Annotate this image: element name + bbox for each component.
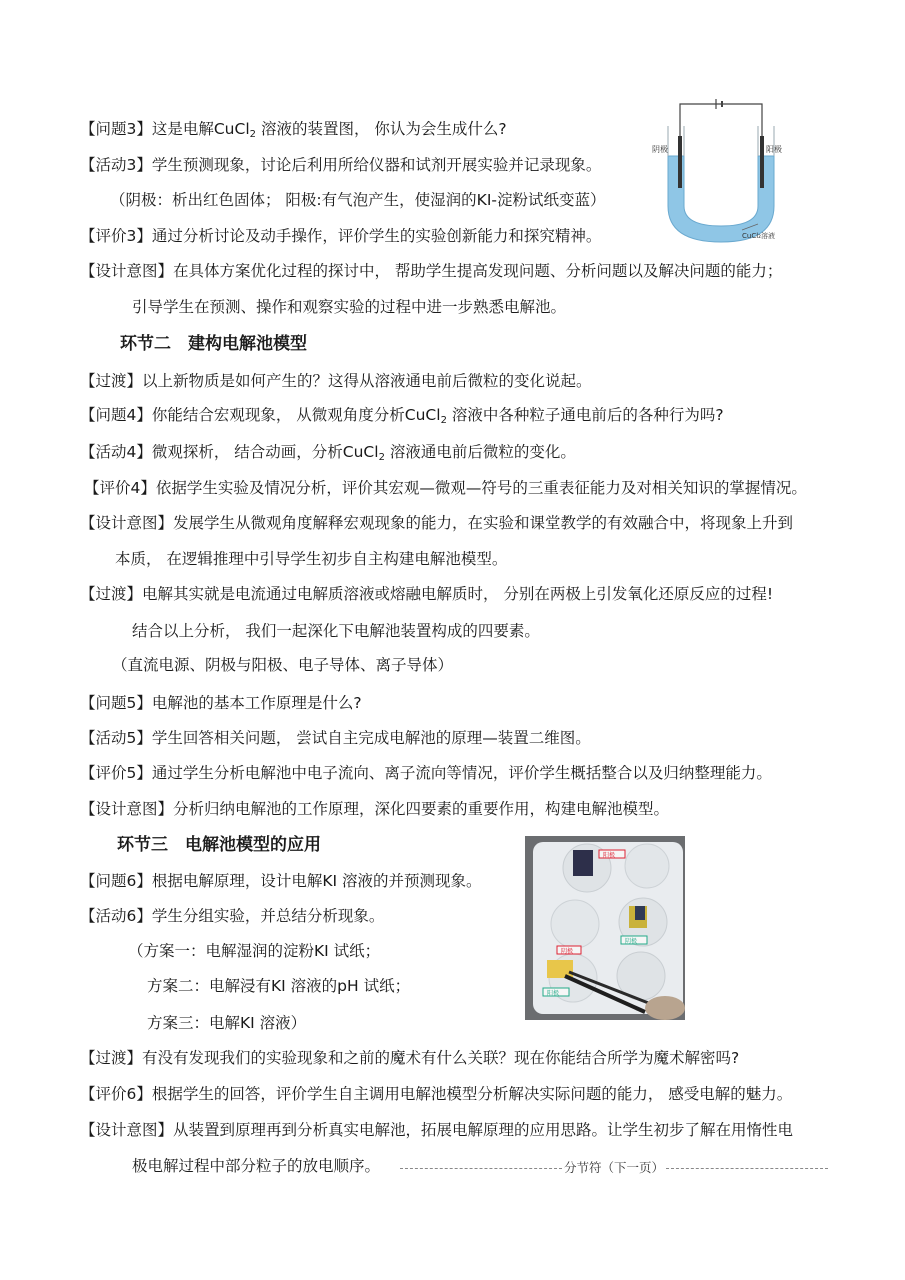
tag-label-3: 阴极 xyxy=(561,948,574,955)
spot-plate-photo xyxy=(525,836,685,1020)
design-intent-2-cont: 本质， 在逻辑推理中引导学生初步自主构建电解池模型。 xyxy=(115,550,508,568)
plan-1: （方案一：电解湿润的淀粉KI 试纸； xyxy=(128,942,381,960)
design-intent-4: 【设计意图】从装置到原理再到分析真实电解池，拓展电解原理的应用思路。让学生初步了解在用惰性电 xyxy=(80,1121,794,1139)
anode-electrode xyxy=(760,136,764,188)
transition-2: 【过渡】电解其实就是电流通过电解质溶液或熔融电解质时， 分别在两极上引发氧化还原反应的过程! xyxy=(80,585,774,603)
section-break-line-left xyxy=(400,1168,562,1169)
cathode-label: 阴极 xyxy=(652,145,668,154)
design-intent-2: 【设计意图】发展学生从微观角度解释宏观现象的能力，在实验和课堂教学的有效融合中，将现象上升到 xyxy=(80,514,794,532)
section-heading-3: 环节三 电解池模型的应用 xyxy=(117,835,321,855)
tag-label-4: 阳极 xyxy=(547,990,560,997)
transition-2-cont: 结合以上分析， 我们一起深化下电解池装置构成的四要素。 xyxy=(132,622,540,640)
design-intent-3: 【设计意图】分析归纳电解池的工作原理，深化四要素的重要作用，构建电解池模型。 xyxy=(80,800,670,818)
activity-4: 【活动4】微观探析， 结合动画，分析CuCl$_2$ 溶液通电前后微粒的变化。 xyxy=(80,443,576,463)
section-heading-2: 环节二 建构电解池模型 xyxy=(120,334,307,354)
design-intent-1-cont: 引导学生在预测、操作和观察实验的过程中进一步熟悉电解池。 xyxy=(132,298,567,316)
transition-3: 【过渡】有没有发现我们的实验现象和之前的魔术有什么关联？现在你能结合所学为魔术解密吗? xyxy=(80,1049,740,1067)
activity-6: 【活动6】学生分组实验，并总结分析现象。 xyxy=(80,907,385,925)
u-tube-electrolysis-figure xyxy=(650,96,790,248)
anode-label: 阳极 xyxy=(766,145,782,154)
four-elements-note: （直流电源、阴极与阳极、电子导体、离子导体） xyxy=(112,656,454,674)
tag-label-1: 阳极 xyxy=(603,852,616,859)
design-intent-4-cont: 极电解过程中部分粒子的放电顺序。 xyxy=(132,1157,381,1175)
section-break-line-right xyxy=(666,1168,828,1169)
tag-label-2: 阴极 xyxy=(625,938,638,945)
evaluation-5: 【评价5】通过学生分析电解池中电子流向、离子流向等情况，评价学生概括整合以及归纳整理能力。 xyxy=(80,764,772,782)
activity-5: 【活动5】学生回答相关问题， 尝试自主完成电解池的原理—装置二维图。 xyxy=(80,729,591,747)
question-4: 【问题4】你能结合宏观现象， 从微观角度分析CuCl$_2$ 溶液中各种粒子通电前后的各种行为吗? xyxy=(80,406,724,426)
observation-note: （阴极：析出红色固体； 阳极:有气泡产生，使湿润的KI-淀粉试纸变蓝） xyxy=(110,191,606,209)
evaluation-4: 【评价4】依据学生实验及情况分析，评价其宏观—微观—符号的三重表征能力及对相关知识的掌握情况。 xyxy=(84,479,807,497)
activity-3: 【活动3】学生预测现象，讨论后利用所给仪器和试剂开展实验并记录现象。 xyxy=(80,156,602,174)
cathode-electrode xyxy=(678,136,682,188)
solution-label: CuCl₂溶液 xyxy=(742,232,775,240)
plan-3: 方案三：电解KI 溶液） xyxy=(147,1014,307,1032)
question-5: 【问题5】电解池的基本工作原理是什么? xyxy=(80,694,362,712)
design-intent-1: 【设计意图】在具体方案优化过程的探讨中， 帮助学生提高发现问题、分析问题以及解决问题的能力； xyxy=(80,262,783,280)
blue-test-paper xyxy=(573,850,593,876)
section-break-label: 分节符（下一页） xyxy=(564,1160,665,1175)
question-6: 【问题6】根据电解原理，设计电解KI 溶液的并预测现象。 xyxy=(80,872,482,890)
evaluation-6: 【评价6】根据学生的回答，评价学生自主调用电解池模型分析解决实际问题的能力， 感受电解的魅力。 xyxy=(80,1085,793,1103)
plan-2: 方案二：电解浸有KI 溶液的pH 试纸； xyxy=(147,977,411,995)
ki-paper xyxy=(547,960,573,978)
question-3: 【问题3】这是电解CuCl$_2$ 溶液的装置图， 你认为会生成什么? xyxy=(80,120,507,140)
evaluation-3: 【评价3】通过分析讨论及动手操作，评价学生的实验创新能力和探究精神。 xyxy=(80,227,602,245)
transition-1: 【过渡】以上新物质是如何产生的？这得从溶液通电前后微粒的变化说起。 xyxy=(80,372,592,390)
